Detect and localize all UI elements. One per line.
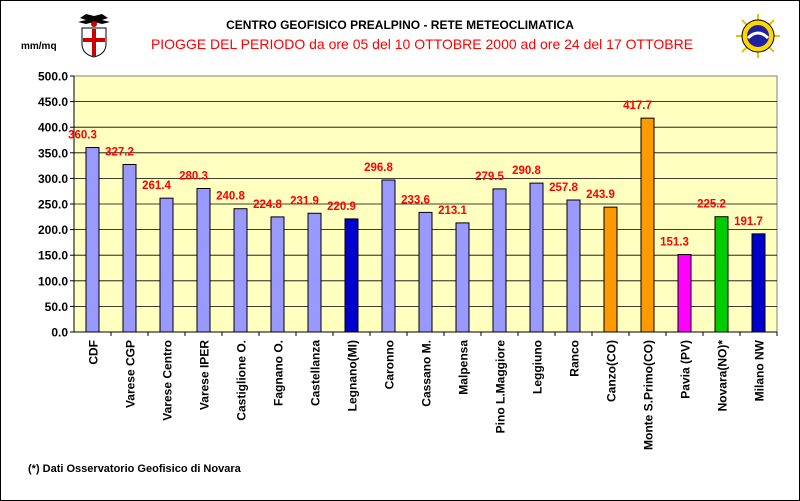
data-label: 191.7 <box>734 215 763 228</box>
category-label: CDF <box>86 340 101 365</box>
data-label: 240.8 <box>216 190 245 203</box>
y-tick-label: 250.0 <box>37 197 68 212</box>
category-label: Milano NW <box>752 340 767 402</box>
bar <box>271 217 284 332</box>
category-label: Castiglione O. <box>234 340 249 421</box>
data-label: 261.4 <box>142 180 171 193</box>
data-label: 327.2 <box>105 146 134 159</box>
bar <box>234 209 247 332</box>
bar <box>678 255 691 332</box>
data-label: 220.9 <box>327 200 356 213</box>
data-label: 243.9 <box>586 189 615 202</box>
bar <box>641 118 654 332</box>
data-label: 224.8 <box>253 198 282 211</box>
y-tick-label: 350.0 <box>37 146 68 161</box>
bar <box>160 198 173 332</box>
data-label: 225.2 <box>697 198 726 211</box>
y-tick-label: 400.0 <box>37 120 68 135</box>
bar <box>382 180 395 332</box>
y-axis-unit: mm/mq <box>21 41 57 52</box>
data-label: 151.3 <box>660 236 689 249</box>
data-label: 417.7 <box>623 100 652 113</box>
bar <box>715 217 728 332</box>
chart-subtitle: PIOGGE DEL PERIODO da ore 05 del 10 OTTOBRE 2000 ad ore 24 del 17 OTTOBRE <box>150 36 694 52</box>
category-label: Legnano(MI) <box>345 340 360 412</box>
bar <box>604 207 617 332</box>
y-tick-label: 500.0 <box>37 69 68 84</box>
category-label: Varese CGP <box>123 340 138 409</box>
bar <box>752 234 765 332</box>
category-label: Varese Centro <box>160 340 175 421</box>
data-label: 231.9 <box>290 195 319 208</box>
footnote: (*) Dati Osservatorio Geofisico di Novara <box>28 463 241 475</box>
data-label: 290.8 <box>512 165 541 178</box>
data-label: 360.3 <box>68 129 97 142</box>
category-label: Ranco <box>567 340 582 377</box>
category-label: Cassano M. <box>419 340 434 407</box>
category-label: Pavia (PV) <box>678 340 693 399</box>
y-tick-label: 150.0 <box>37 248 68 263</box>
category-label: Fagnano O. <box>271 340 286 406</box>
data-label: 213.1 <box>438 204 467 217</box>
category-label: Castellanza <box>308 340 323 407</box>
bar <box>308 213 321 332</box>
category-label: Varese IPER <box>197 340 212 411</box>
bar <box>419 212 432 332</box>
y-tick-label: 100.0 <box>37 274 68 289</box>
y-tick-label: 200.0 <box>37 223 68 238</box>
bar <box>197 188 210 332</box>
y-tick-label: 450.0 <box>37 95 68 110</box>
data-label: 279.5 <box>475 170 504 183</box>
y-tick-label: 300.0 <box>37 171 68 186</box>
category-label: Monte S.Primo(CO) <box>641 340 656 450</box>
bar <box>345 219 358 332</box>
bar <box>567 200 580 332</box>
data-label: 296.8 <box>364 162 393 175</box>
category-label: Malpensa <box>456 340 471 395</box>
data-label: 257.8 <box>549 182 578 195</box>
category-label: Caronno <box>382 340 397 390</box>
category-label: Novara(NO)* <box>715 340 730 412</box>
category-label: Pino L.Maggiore <box>493 340 508 434</box>
data-label: 233.6 <box>401 194 430 207</box>
data-label: 280.3 <box>179 170 208 183</box>
chart-title: CENTRO GEOFISICO PREALPINO - RETE METEOCLIMATICA <box>226 18 574 32</box>
bar <box>123 164 136 332</box>
category-label: Leggiuno <box>530 340 545 394</box>
category-label: Canzo(CO) <box>604 340 619 402</box>
bar <box>456 223 469 332</box>
bar <box>86 148 99 332</box>
bar <box>493 189 506 332</box>
y-tick-label: 50.0 <box>44 299 68 314</box>
y-tick-label: 0.0 <box>51 325 68 340</box>
bar <box>530 183 543 332</box>
